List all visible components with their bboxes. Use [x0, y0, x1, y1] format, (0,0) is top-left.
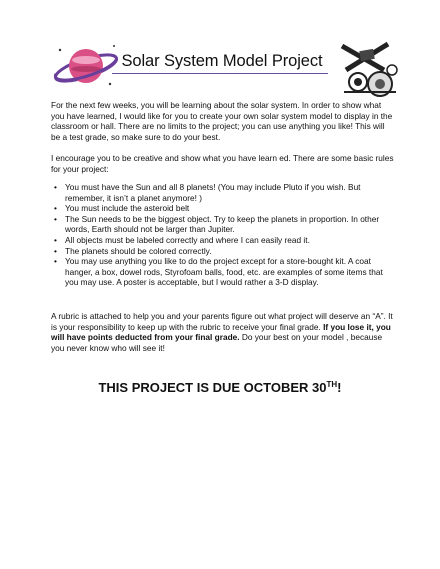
header — [52, 36, 392, 92]
rules-list — [51, 182, 395, 288]
bullet-icon: • — [54, 245, 57, 256]
list-item: • You may use anything you like to do the project except for a store-bought kit. A coat hanger, a box, dowel rods, Styrofoam balls, food, etc. are examples of some items that you may use. A poster is acceptable, but I would rather a 3-D display. — [54, 256, 383, 288]
due-date-heading: THIS PROJECT IS DUE OCTOBER 30TH! — [98, 380, 342, 395]
list-item: • You must have the Sun and all 8 planets! (You may include Pluto if you wish. But remember, it isn’t a planet anymore! ) — [54, 182, 361, 203]
encourage-paragraph: I encourage you to be creative and show what you have learn ed. There are some basic rules for your project: — [51, 153, 394, 174]
rubric-warning: If you lose it, you will have points deducted from your final grade. — [51, 321, 391, 343]
bullet-icon: • — [54, 256, 57, 267]
bullet-icon: • — [54, 182, 57, 192]
list-item: • You must include the asteroid belt — [54, 203, 190, 214]
list-item: • The Sun needs to be the biggest object. Try to keep the planets in proportion. In other words, Earth should not be larger than Jupiter. — [54, 213, 380, 235]
list-item: • The planets should be colored correctly. — [54, 245, 212, 256]
rubric-paragraph — [51, 311, 395, 353]
bullet-icon: • — [54, 213, 57, 224]
rubric-text: A rubric is attached to help you and your parents figure out what project will deserve an “A”. It is your responsibility to keep up with the rubric to receive your final grade. — [51, 311, 393, 332]
title-underline — [112, 73, 328, 74]
page-title: Solar System Model Project — [121, 52, 323, 70]
rubric-closing: Do your best on your model , because you never know who will see it! — [51, 332, 383, 353]
bullet-icon: • — [54, 203, 57, 214]
bullet-icon: • — [54, 234, 57, 245]
intro-paragraph: For the next few weeks, you will be learning about the solar system. In order to show what you have learned, I would like for you to create your own solar system model to display in the classroom or hall. There are no limits to the project; you can use anything you like! This will be a test grade, so make sure to do your best. — [51, 100, 393, 142]
science-tools-icon — [334, 36, 404, 98]
ordinal-suffix: TH — [326, 380, 338, 389]
list-item: • All objects must be labeled correctly and where I can easily read it. — [54, 234, 310, 245]
